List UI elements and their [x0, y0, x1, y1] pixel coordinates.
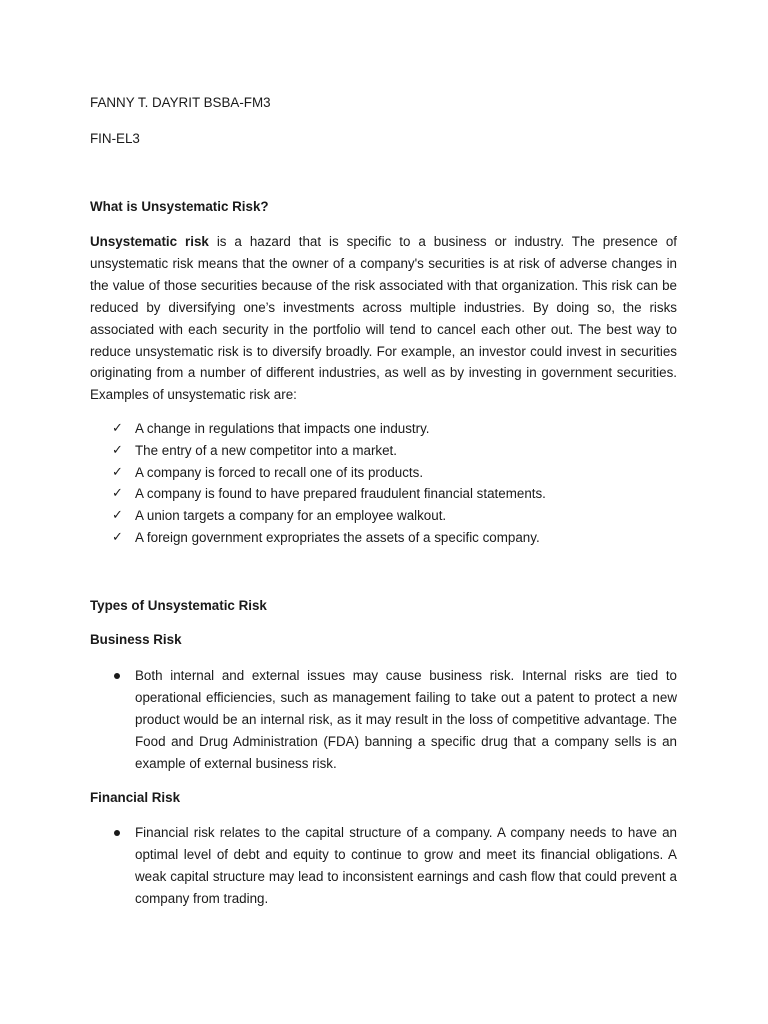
- intro-paragraph: [90, 231, 677, 406]
- business-risk-bullet: [90, 665, 677, 775]
- list-item-text: A union targets a company for an employee walkout.: [135, 508, 447, 524]
- checkmark-icon: ✓: [112, 508, 123, 524]
- checkmark-icon: ✓: [112, 529, 123, 545]
- subheading-business-risk: Business Risk: [90, 632, 182, 647]
- bullet-icon: [114, 830, 120, 836]
- list-item: [90, 440, 546, 462]
- checkmark-icon: ✓: [112, 442, 123, 458]
- course-line: FIN-EL3: [90, 131, 140, 146]
- list-item: [90, 505, 546, 527]
- list-item: [90, 483, 546, 505]
- list-item: [90, 418, 546, 440]
- financial-risk-bullet: [90, 822, 677, 910]
- checkmark-icon: ✓: [112, 486, 123, 502]
- section-heading-what-is: What is Unsystematic Risk?: [90, 199, 269, 214]
- list-item-text: The entry of a new competitor into a market.: [135, 442, 397, 458]
- intro-body: is a hazard that is specific to a business or industry. The presence of unsystematic risk means that the owner of a company's securities is at risk of adverse changes in the value of those securities because of the risk associated with that organization. This risk can be reduced by diversifying one’s investments across multiple industries. By doing so, the risks associated with each security in the portfolio will tend to cancel each other out. The best way to reduce unsystematic risk is to diversify broadly. For example, an investor could invest in securities originating from a number of different industries, as well as by investing in government securities. Examples of unsystematic risk are:: [90, 234, 677, 403]
- list-item: [90, 527, 546, 549]
- list-item-text: A company is forced to recall one of its products.: [135, 464, 424, 480]
- financial-risk-text: Financial risk relates to the capital structure of a company. A company needs to have an optimal level of debt and equity to continue to grow and meet its financial obligations. A weak capital structure may lead to inconsistent earnings and cash flow that could prevent a company from trading.: [135, 825, 677, 906]
- list-item: [90, 462, 546, 484]
- business-risk-text: Both internal and external issues may cause business risk. Internal risks are tied to operational efficiencies, such as management failing to take out a patent to protect a new product would be an internal risk, as it may result in the loss of competitive advantage. The Food and Drug Administration (FDA) banning a specific drug that a company sells is an example of external business risk.: [135, 668, 677, 771]
- document-page: [90, 0, 677, 1024]
- list-item-text: A company is found to have prepared fraudulent financial statements.: [135, 486, 546, 502]
- examples-checklist: [90, 418, 546, 549]
- checkmark-icon: ✓: [112, 464, 123, 480]
- bullet-icon: [114, 673, 120, 679]
- author-line: FANNY T. DAYRIT BSBA-FM3: [90, 95, 271, 110]
- list-item-text: A change in regulations that impacts one industry.: [135, 421, 430, 436]
- checkmark-icon: ✓: [112, 421, 123, 436]
- section-heading-types: Types of Unsystematic Risk: [90, 598, 267, 613]
- subheading-financial-risk: Financial Risk: [90, 790, 181, 805]
- intro-term: Unsystematic risk: [90, 234, 209, 249]
- list-item-text: A foreign government expropriates the assets of a specific company.: [135, 529, 540, 545]
